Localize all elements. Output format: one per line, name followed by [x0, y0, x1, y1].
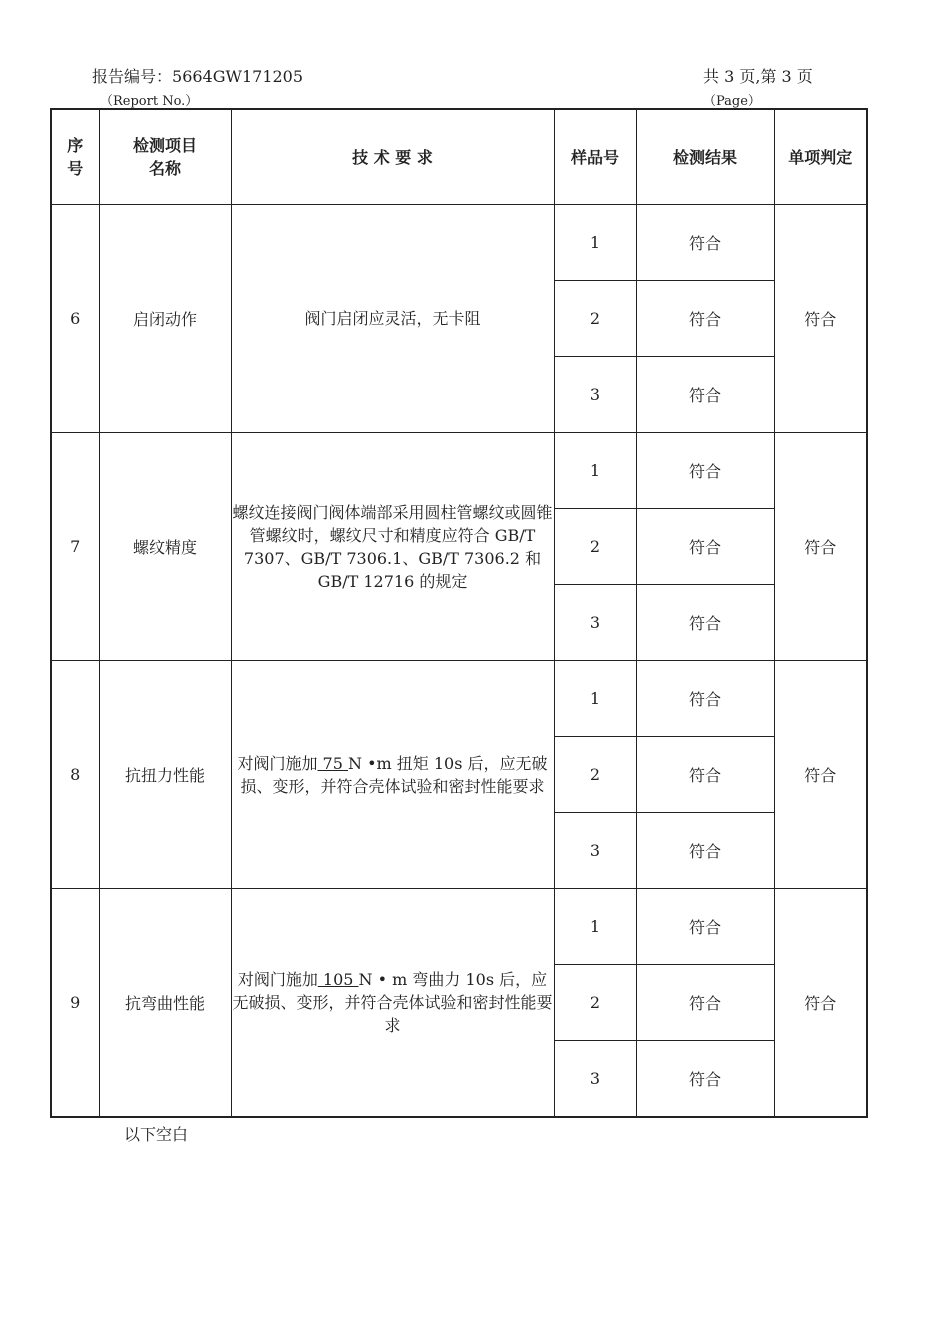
sample-no: 1	[554, 889, 636, 965]
col-sample-no: 样品号	[554, 109, 636, 205]
sample-result: 符合	[636, 737, 774, 813]
row-requirement	[231, 661, 554, 889]
sample-no: 1	[554, 205, 636, 281]
col-verdict: 单项判定	[774, 109, 867, 205]
sample-no: 3	[554, 813, 636, 889]
page-indicator: 共 3 页,第 3 页	[703, 67, 813, 86]
sample-result: 符合	[636, 965, 774, 1041]
sample-no: 2	[554, 737, 636, 813]
page-indicator-en: （Page）	[703, 94, 761, 109]
sample-result: 符合	[636, 357, 774, 433]
row-item-name: 抗弯曲性能	[99, 889, 231, 1118]
row-requirement: 螺纹连接阀门阀体端部采用圆柱管螺纹或圆锥管螺纹时，螺纹尺寸和精度应符合 GB/T 7307、GB/T 7306.1、GB/T 7306.2 和 GB/T 12716 的规定	[231, 433, 554, 661]
sample-result: 符合	[636, 661, 774, 737]
inspection-table	[50, 108, 868, 1118]
sample-result: 符合	[636, 813, 774, 889]
col-seq: 序 号	[51, 109, 99, 205]
torque-value: 75	[317, 753, 348, 773]
table-row	[51, 205, 867, 281]
row-requirement: 阀门启闭应灵活，无卡阻	[231, 205, 554, 433]
row-item-name: 启闭动作	[99, 205, 231, 433]
sample-no: 1	[554, 433, 636, 509]
row-verdict: 符合	[774, 889, 867, 1118]
sample-no: 2	[554, 281, 636, 357]
sample-result: 符合	[636, 205, 774, 281]
table-header-row	[51, 109, 867, 205]
row-verdict: 符合	[774, 661, 867, 889]
requirement-text-pre: 对阀门施加	[237, 753, 318, 773]
sample-no: 2	[554, 965, 636, 1041]
col-item-name: 检测项目 名称	[99, 109, 231, 205]
report-number-value: 5664GW171205	[172, 67, 304, 86]
requirement-text-post: N •m 扭矩 10s 后，应无破损、变形，并符合壳体试验和密封性能要求	[240, 753, 548, 796]
row-seq: 8	[51, 661, 99, 889]
blank-below-note: 以下空白	[124, 1125, 189, 1144]
sample-result: 符合	[636, 889, 774, 965]
row-seq: 7	[51, 433, 99, 661]
sample-no: 2	[554, 509, 636, 585]
sample-no: 3	[554, 585, 636, 661]
sample-result: 符合	[636, 433, 774, 509]
row-item-name: 螺纹精度	[99, 433, 231, 661]
report-number-label: 报告编号：	[92, 67, 173, 86]
sample-result: 符合	[636, 585, 774, 661]
table-row	[51, 433, 867, 509]
row-seq: 6	[51, 205, 99, 433]
requirement-text-post: N • m 弯曲力 10s 后，应无破损、变形，并符合壳体试验和密封性能要求	[232, 970, 553, 1035]
sample-result: 符合	[636, 1041, 774, 1118]
bending-value: 105	[317, 970, 359, 989]
report-number-en: （Report No.）	[100, 94, 199, 109]
col-result: 检测结果	[636, 109, 774, 205]
table-row	[51, 661, 867, 737]
sample-result: 符合	[636, 281, 774, 357]
sample-no: 3	[554, 1041, 636, 1118]
row-requirement	[231, 889, 554, 1118]
requirement-text-pre: 对阀门施加	[237, 970, 318, 989]
col-requirement: 技 术 要 求	[231, 109, 554, 205]
sample-no: 1	[554, 661, 636, 737]
row-verdict: 符合	[774, 205, 867, 433]
row-verdict: 符合	[774, 433, 867, 661]
table-row	[51, 889, 867, 965]
report-number	[92, 64, 303, 87]
row-seq: 9	[51, 889, 99, 1118]
sample-result: 符合	[636, 509, 774, 585]
row-item-name: 抗扭力性能	[99, 661, 231, 889]
sample-no: 3	[554, 357, 636, 433]
